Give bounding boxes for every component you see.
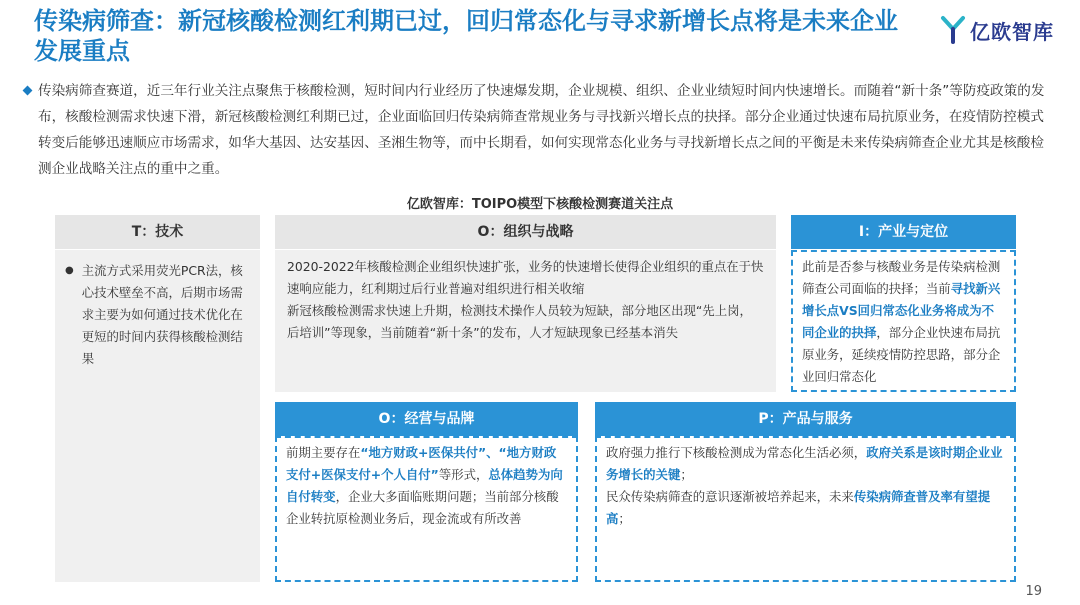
- product-header: P：产品与服务: [595, 402, 1016, 436]
- org-paragraph-1: 2020-2022年核酸检测企业组织快速扩张，业务的快速增长使得企业组织的重点在于快速响应能力，红利期过后行业普遍对组织进行相关收缩: [287, 259, 764, 296]
- product-paragraph-1: [606, 442, 1005, 486]
- ops-header: O：经营与品牌: [275, 402, 578, 436]
- tech-item: [65, 260, 250, 370]
- product-highlight-1: 政府关系是该时期企业业务增长的关键: [606, 445, 1003, 482]
- tech-header: T：技术: [55, 215, 260, 249]
- product-text-3: 民众传染病筛查的意识逐渐被培养起来，未来: [606, 489, 854, 504]
- logo: [940, 12, 1054, 48]
- ops-text: [286, 442, 567, 530]
- tech-panel: [55, 250, 260, 582]
- ops-text-3: ，企业大多面临账期问题；当前部分核酸企业转抗原检测业务后，现金流或有所改善: [286, 489, 559, 526]
- industry-highlight: 寻找新兴增长点VS回归常态化业务将成为不同企业的抉择: [802, 281, 1001, 340]
- industry-panel: [791, 250, 1016, 392]
- logo-text: 亿欧智库: [970, 19, 1054, 44]
- industry-text-2: ，部分企业快速布局抗原业务，延续疫情防控思路，部分企业回归常态化: [802, 325, 1001, 384]
- product-text-2: ；: [680, 467, 693, 482]
- product-paragraph-2: [606, 486, 1005, 530]
- diamond-bullet-icon: [23, 86, 33, 96]
- figure-subtitle: 亿欧智库：TOIPO模型下核酸检测赛道关注点: [406, 197, 674, 212]
- ops-highlight-2: 总体趋势为向自付转变: [286, 467, 563, 504]
- product-highlight-2: 传染病筛查普及率有望提高: [606, 489, 991, 526]
- product-text-4: ；: [618, 511, 631, 526]
- industry-header: I：产业与定位: [791, 215, 1016, 249]
- ops-text-1: 前期主要存在: [286, 445, 361, 460]
- ops-text-2: 等形式，: [438, 467, 489, 482]
- intro-text: 传染病筛查赛道，近三年行业关注点聚焦于核酸检测，短时间内行业经历了快速爆发期，企业规模、组织、企业业绩短时间内快速增长。而随着“新十条”等防疫政策的发布，核酸检测需求快速下滑，新冠核酸检测红利期已过，企业面临回归传染病筛查常规业务与寻找新兴增长点的抉择。部分企业通过快速布局抗原业务，在疫情防控模式转变后能够迅速顺应市场需求，如华大基因、达安基因、圣湘生物等，而中长期看，如何实现常态化业务与寻找新增长点之间的平衡是未来传染病筛查企业尤其是核酸检测企业战略关注点的重中之重。: [38, 83, 1045, 177]
- ops-highlight-1: “地方财政+医保共付”、“地方财政支付+医保支付+个人自付”: [286, 445, 557, 482]
- product-text-1: 政府强力推行下核酸检测成为常态化生活必须，: [606, 445, 867, 460]
- ops-panel: [275, 436, 578, 582]
- page-title: 传染病筛查：新冠核酸检测红利期已过，回归常态化与寻求新增长点将是未来企业发展重点: [34, 7, 898, 65]
- bullet-dot-icon: ●: [65, 265, 74, 276]
- tech-text: 主流方式采用荧光PCR法，核心技术壁垒不高，后期市场需求主要为如何通过技术优化在更短的时间内获得核酸检测结果: [81, 263, 243, 366]
- logo-mark-icon: [940, 15, 966, 45]
- industry-text: [802, 256, 1005, 388]
- page-number: 19: [1025, 584, 1042, 599]
- org-paragraph-2: 新冠核酸检测需求快速上升期，检测技术操作人员较为短缺，部分地区出现“先上岗，后培训”等现象，当前随着“新十条”的发布，人才短缺现象已经基本消失: [287, 303, 752, 340]
- org-header: O：组织与战略: [275, 215, 776, 249]
- industry-text-1: 此前是否参与核酸业务是传染病检测筛查公司面临的抉择；当前: [802, 259, 1001, 296]
- product-panel: [595, 436, 1016, 582]
- intro-paragraph: [38, 78, 1048, 182]
- org-panel: [275, 250, 776, 392]
